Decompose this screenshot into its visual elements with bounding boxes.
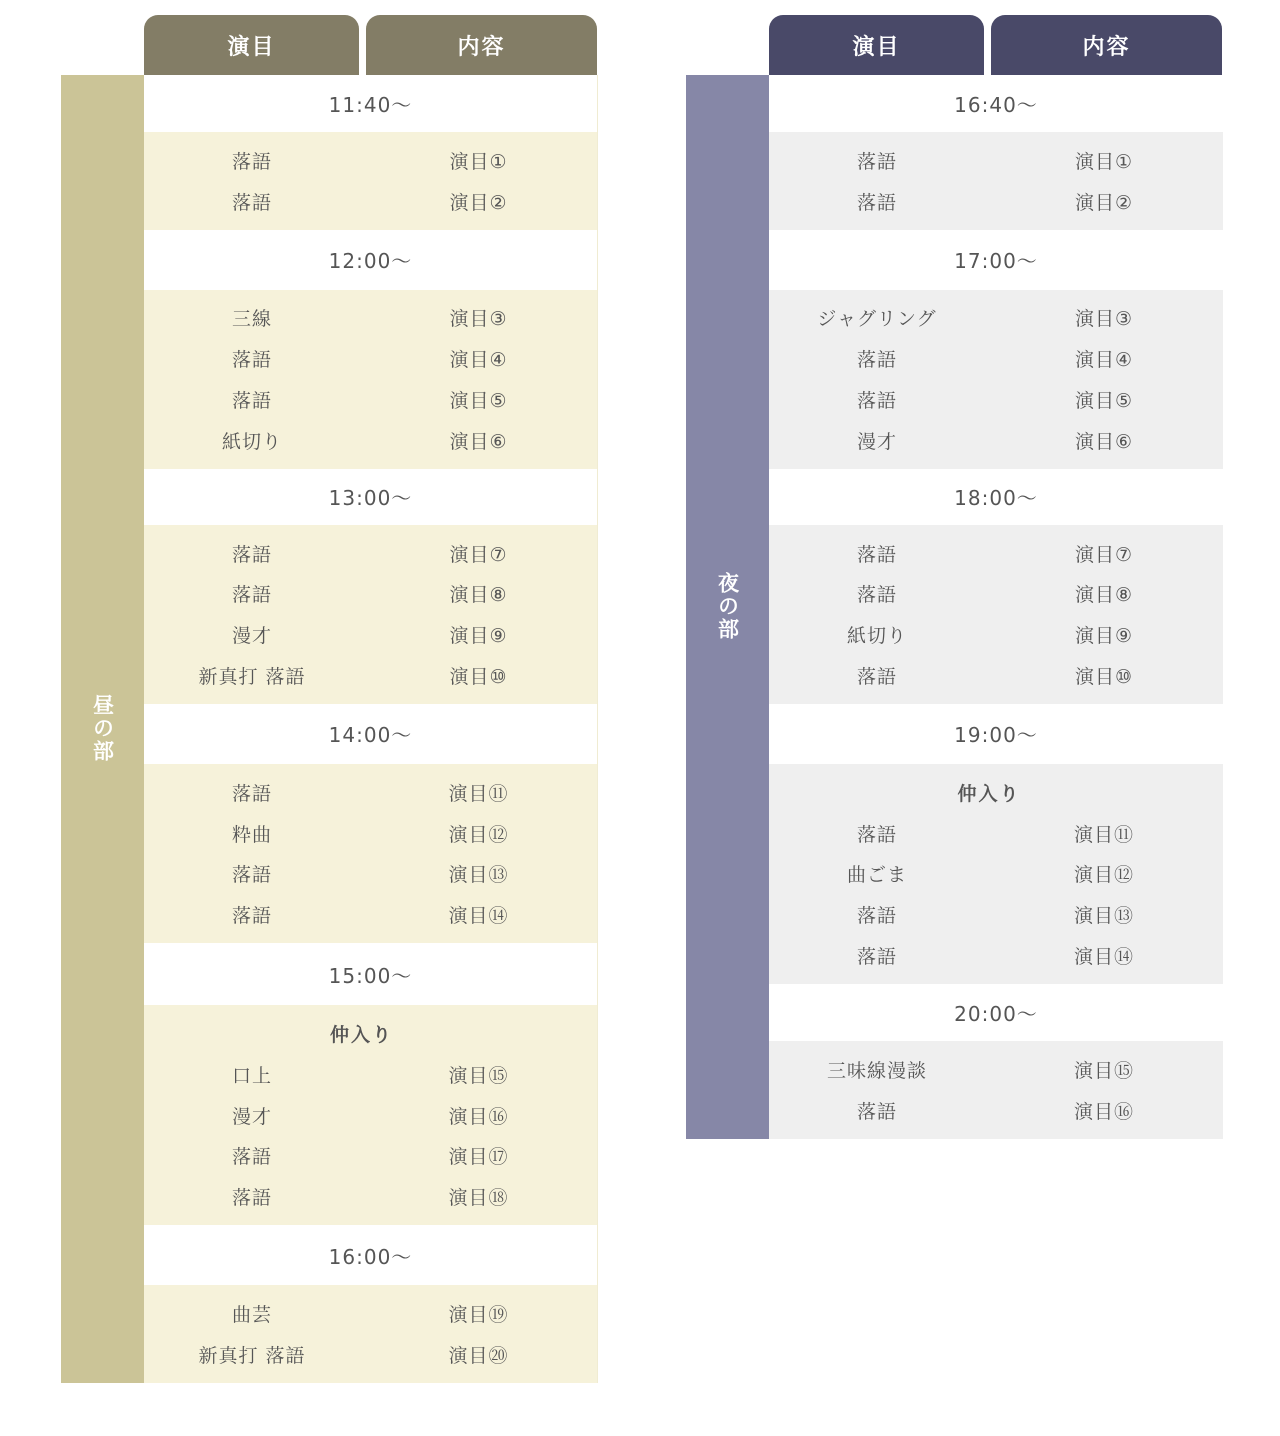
time-slot: 16:40〜 xyxy=(769,75,1223,132)
program-row xyxy=(144,420,597,461)
program-row xyxy=(144,655,597,696)
program-row xyxy=(769,533,1223,574)
act-content: 演目⑯ xyxy=(448,1105,509,1128)
act-type: 落語 xyxy=(856,349,897,372)
program-row xyxy=(769,854,1223,895)
program-row xyxy=(769,420,1223,461)
act-content: 演目⑫ xyxy=(448,823,509,846)
act-type: 三味線漫談 xyxy=(826,1059,927,1082)
act-type: 落語 xyxy=(231,150,272,173)
act-content: 演目① xyxy=(449,150,508,173)
act-content: 演目⑬ xyxy=(1073,905,1134,928)
act-content: 演目⑦ xyxy=(1074,543,1134,566)
program-row xyxy=(769,338,1223,379)
program-row xyxy=(144,181,597,222)
program-row xyxy=(144,533,597,574)
act-content: 演目⑤ xyxy=(1074,390,1134,413)
act-content: 演目⑧ xyxy=(449,584,508,607)
act-type: 落語 xyxy=(231,349,272,372)
schedule-content xyxy=(769,75,1223,1139)
act-content: 演目⑳ xyxy=(448,1344,509,1367)
act-content: 演目⑲ xyxy=(448,1304,509,1327)
act-type: 漫才 xyxy=(231,1105,272,1128)
header-program: 演目 xyxy=(769,15,984,75)
act-type: 曲ごま xyxy=(846,864,907,887)
program-row xyxy=(144,813,597,854)
program-row xyxy=(769,181,1223,222)
act-type: 紙切り xyxy=(221,430,282,453)
act-type: 落語 xyxy=(856,390,897,413)
program-row xyxy=(144,1334,597,1375)
program-row xyxy=(144,1176,597,1217)
act-content: 演目⑪ xyxy=(448,782,509,805)
program-row xyxy=(769,298,1223,339)
time-slot: 13:00〜 xyxy=(144,469,597,525)
program-block xyxy=(769,290,1223,469)
program-row xyxy=(769,1049,1223,1090)
act-content: 演目⑫ xyxy=(1073,864,1134,887)
program-row xyxy=(144,854,597,895)
program-row xyxy=(144,1054,597,1095)
act-content: 演目⑰ xyxy=(448,1146,509,1169)
section-label-text: 夜の部 xyxy=(715,572,740,642)
header-content: 内容 xyxy=(366,15,597,75)
program-block xyxy=(769,132,1223,230)
act-content: 演目⑯ xyxy=(1073,1100,1134,1123)
act-type: 落語 xyxy=(231,390,272,413)
act-content: 演目③ xyxy=(449,308,508,331)
program-row xyxy=(769,574,1223,615)
program-row xyxy=(144,298,597,339)
program-block xyxy=(144,132,597,230)
schedule-content xyxy=(144,75,598,1383)
act-content: 演目⑧ xyxy=(1074,584,1134,607)
intermission-label: 仲入り xyxy=(329,1024,393,1047)
time-slot: 15:00〜 xyxy=(144,943,597,1005)
program-row xyxy=(769,655,1223,696)
act-type: 落語 xyxy=(231,191,272,214)
program-row xyxy=(144,894,597,935)
act-content: 演目⑦ xyxy=(449,543,508,566)
act-content: 演目⑮ xyxy=(1073,1059,1134,1082)
program-row xyxy=(769,894,1223,935)
section-label-text: 昼の部 xyxy=(90,694,115,764)
program-row xyxy=(144,1095,597,1136)
time-slot: 18:00〜 xyxy=(769,469,1223,525)
intermission-label: 仲入り xyxy=(957,782,1021,805)
act-content: 演目⑥ xyxy=(449,430,508,453)
act-type: 落語 xyxy=(856,1100,897,1123)
program-block xyxy=(769,525,1223,704)
act-type: ジャグリング xyxy=(817,308,937,331)
time-slot: 19:00〜 xyxy=(769,704,1223,764)
act-content: 演目④ xyxy=(1074,349,1134,372)
program-row xyxy=(769,379,1223,420)
act-type: 落語 xyxy=(231,543,272,566)
act-type: 落語 xyxy=(231,905,272,928)
act-content: 演目⑬ xyxy=(448,864,509,887)
act-type: 落語 xyxy=(856,905,897,928)
program-row xyxy=(769,935,1223,976)
act-type: 漫才 xyxy=(231,625,272,648)
header-content: 内容 xyxy=(991,15,1222,75)
act-type: 落語 xyxy=(856,584,897,607)
act-type: 三線 xyxy=(231,308,272,331)
program-row xyxy=(769,813,1223,854)
time-slot: 20:00〜 xyxy=(769,984,1223,1041)
time-slot: 12:00〜 xyxy=(144,230,597,290)
act-type: 粋曲 xyxy=(231,823,272,846)
program-block xyxy=(769,764,1223,984)
program-block xyxy=(144,1005,597,1225)
act-type: 落語 xyxy=(231,864,272,887)
time-slot: 11:40〜 xyxy=(144,75,597,132)
program-row xyxy=(144,338,597,379)
act-type: 落語 xyxy=(856,946,897,969)
act-content: 演目② xyxy=(1074,191,1134,214)
time-slot: 14:00〜 xyxy=(144,704,597,764)
act-content: 演目⑱ xyxy=(448,1187,509,1210)
day-program-panel xyxy=(61,15,598,1383)
act-type: 落語 xyxy=(856,191,897,214)
act-type: 落語 xyxy=(231,1187,272,1210)
act-content: 演目⑨ xyxy=(449,625,508,648)
program-block xyxy=(144,764,597,943)
act-type: 紙切り xyxy=(846,625,907,648)
act-content: 演目⑭ xyxy=(448,905,509,928)
time-slot: 16:00〜 xyxy=(144,1225,597,1285)
program-block xyxy=(144,290,597,469)
time-slot: 17:00〜 xyxy=(769,230,1223,290)
act-content: 演目⑮ xyxy=(448,1064,509,1087)
program-row xyxy=(144,379,597,420)
program-block xyxy=(769,1041,1223,1139)
act-type: 落語 xyxy=(856,666,897,689)
program-row xyxy=(144,1293,597,1334)
act-type: 落語 xyxy=(856,543,897,566)
act-type: 漫才 xyxy=(856,430,897,453)
program-row xyxy=(144,772,597,813)
table-header xyxy=(686,15,1223,75)
act-content: 演目③ xyxy=(1074,308,1134,331)
act-content: 演目① xyxy=(1074,150,1134,173)
section-label xyxy=(61,75,144,1383)
program-row xyxy=(144,1136,597,1177)
program-row xyxy=(769,140,1223,181)
act-type: 新真打 落語 xyxy=(198,666,306,689)
act-type: 曲芸 xyxy=(231,1304,272,1327)
act-content: 演目④ xyxy=(449,349,508,372)
act-content: 演目⑤ xyxy=(449,390,508,413)
act-content: 演目⑪ xyxy=(1073,823,1134,846)
program-row xyxy=(769,1090,1223,1131)
header-program: 演目 xyxy=(144,15,359,75)
act-type: 落語 xyxy=(856,150,897,173)
program-row xyxy=(144,574,597,615)
act-type: 落語 xyxy=(856,823,897,846)
program-row xyxy=(144,614,597,655)
act-content: 演目⑭ xyxy=(1073,946,1134,969)
program-row xyxy=(144,140,597,181)
act-content: 演目⑨ xyxy=(1074,625,1134,648)
act-type: 口上 xyxy=(231,1064,272,1087)
program-row xyxy=(769,614,1223,655)
act-type: 新真打 落語 xyxy=(198,1344,306,1367)
section-label xyxy=(686,75,769,1139)
night-program-panel xyxy=(686,15,1223,1139)
act-content: 演目⑩ xyxy=(1074,666,1134,689)
act-type: 落語 xyxy=(231,1146,272,1169)
act-content: 演目⑥ xyxy=(1074,430,1134,453)
act-content: 演目⑩ xyxy=(449,666,508,689)
act-type: 落語 xyxy=(231,584,272,607)
act-content: 演目② xyxy=(449,191,508,214)
program-block xyxy=(144,525,597,704)
act-type: 落語 xyxy=(231,782,272,805)
program-block xyxy=(144,1285,597,1383)
table-header xyxy=(61,15,598,75)
